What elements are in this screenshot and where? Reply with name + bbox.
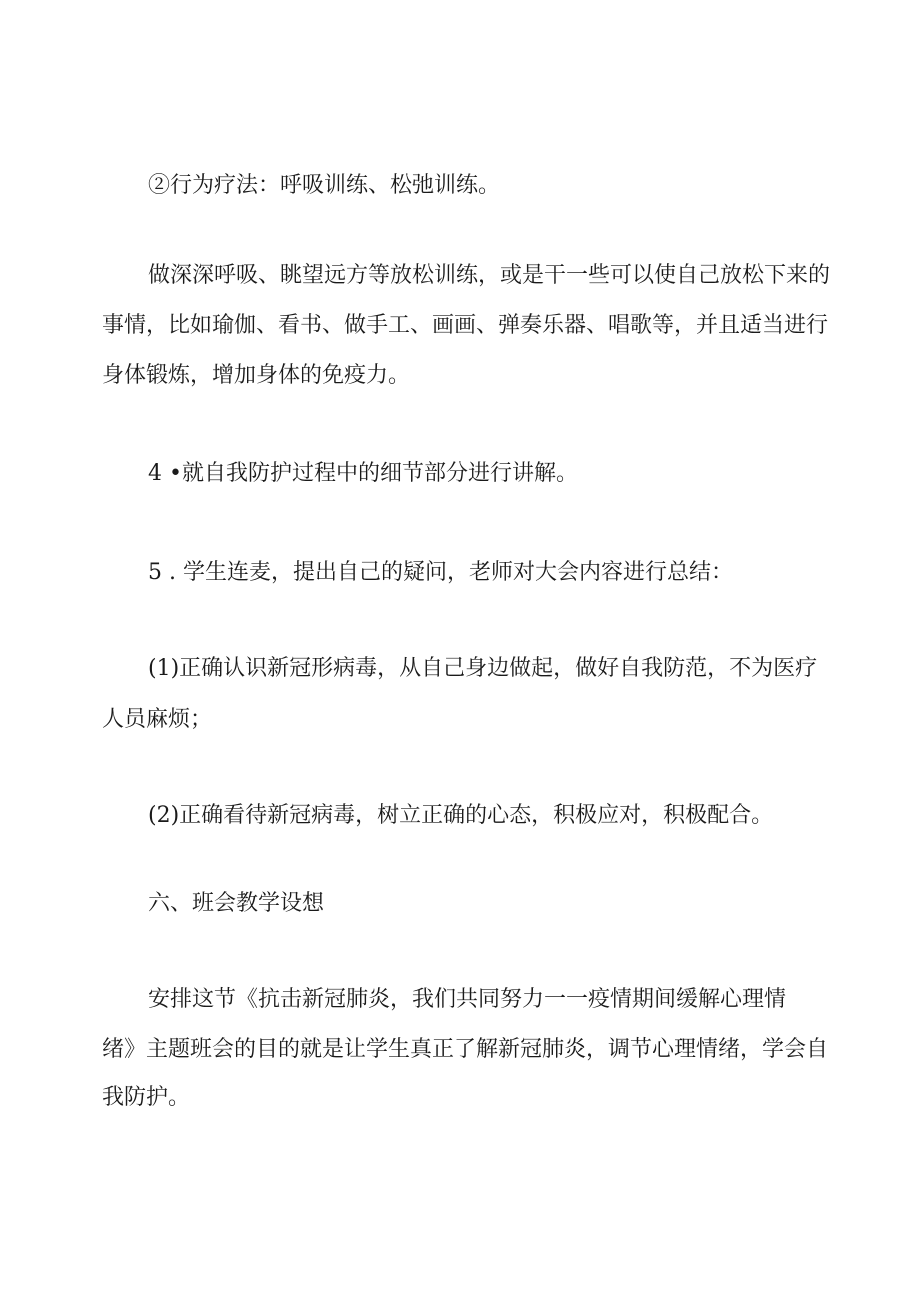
paragraph-line: 绪》主题班会的目的就是让学生真正了解新冠肺炎，调节心理情绪，学会自 [102, 1037, 829, 1062]
paragraph-line: 人员麻烦； [102, 707, 213, 732]
behavior-therapy-heading: ②行为疗法：呼吸训练、松弛训练。 [148, 173, 501, 198]
paragraph-line: 做深深呼吸、眺望远方等放松训练，或是干一些可以使自己放松下来的 [148, 263, 831, 288]
paragraph-line: (1)正确认识新冠形病毒，从自己身边做起，做好自我防范，不为医疗 [148, 656, 818, 681]
paragraph-line: 身体锻炼，增加身体的免疫力。 [102, 363, 411, 388]
section-6-heading: 六、班会教学设想 [148, 891, 325, 916]
paragraph-line: 我防护。 [102, 1085, 191, 1110]
paragraph-line: 安排这节《抗击新冠肺炎，我们共同努力一一疫情期间缓解心理情 [148, 987, 787, 1012]
paragraph-line: 事情，比如瑜伽、看书、做手工、画画、弹奏乐器、唱歌等，并且适当进行 [102, 313, 829, 338]
list-item-4: 4 •就自我防护过程中的细节部分进行讲解。 [148, 461, 578, 486]
list-item-5: 5 . 学生连麦，提出自己的疑问，老师对大会内容进行总结： [148, 560, 733, 585]
summary-item-2: (2)正确看待新冠病毒，树立正确的心态，积极应对，积极配合。 [148, 803, 774, 828]
